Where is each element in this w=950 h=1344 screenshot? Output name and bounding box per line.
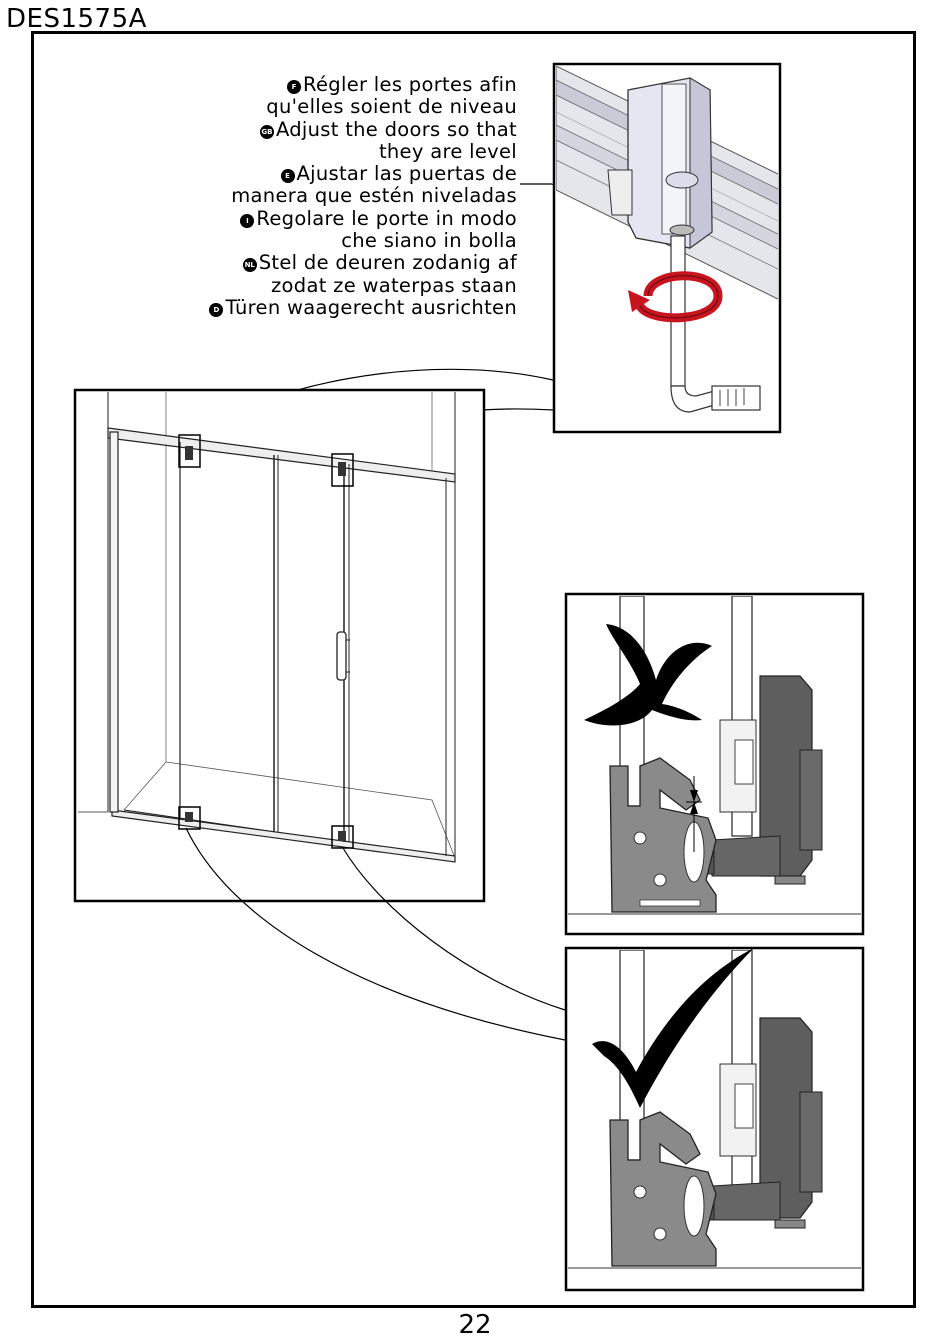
instruction-line: che siano in bolla <box>341 229 517 253</box>
instruction-line: qu'elles soient de niveau <box>266 95 517 119</box>
language-flag-icon: I <box>240 214 254 228</box>
correct-alignment-detail <box>566 948 863 1290</box>
language-flag-icon: F <box>287 80 301 94</box>
instruction-line: NL Stel de deuren zodanig af <box>244 251 517 275</box>
instruction-line: D Türen waagerecht ausrichten <box>209 297 517 319</box>
roller-adjust-detail <box>554 64 780 432</box>
instruction-line: they are level <box>378 139 517 163</box>
instruction-line: F Régler les portes afin <box>209 74 517 96</box>
instruction-line: zodat ze waterpas staan <box>271 273 517 297</box>
language-flag-icon: GB <box>260 125 274 139</box>
incorrect-alignment-detail <box>566 594 863 934</box>
instruction-line: manera que estén niveladas <box>231 184 517 208</box>
instruction-line: I Regolare le porte in modo <box>209 208 517 230</box>
language-flag-icon: D <box>209 303 223 317</box>
language-flag-icon: NL <box>243 258 257 272</box>
instruction-line: E Ajustar las puertas de <box>209 163 517 185</box>
page-number: 22 <box>458 1310 492 1340</box>
instruction-line: GB Adjust the doors so that <box>261 117 517 141</box>
shower-overview <box>75 390 484 901</box>
language-flag-icon: E <box>281 169 295 183</box>
document-code: DES1575A <box>6 4 147 34</box>
